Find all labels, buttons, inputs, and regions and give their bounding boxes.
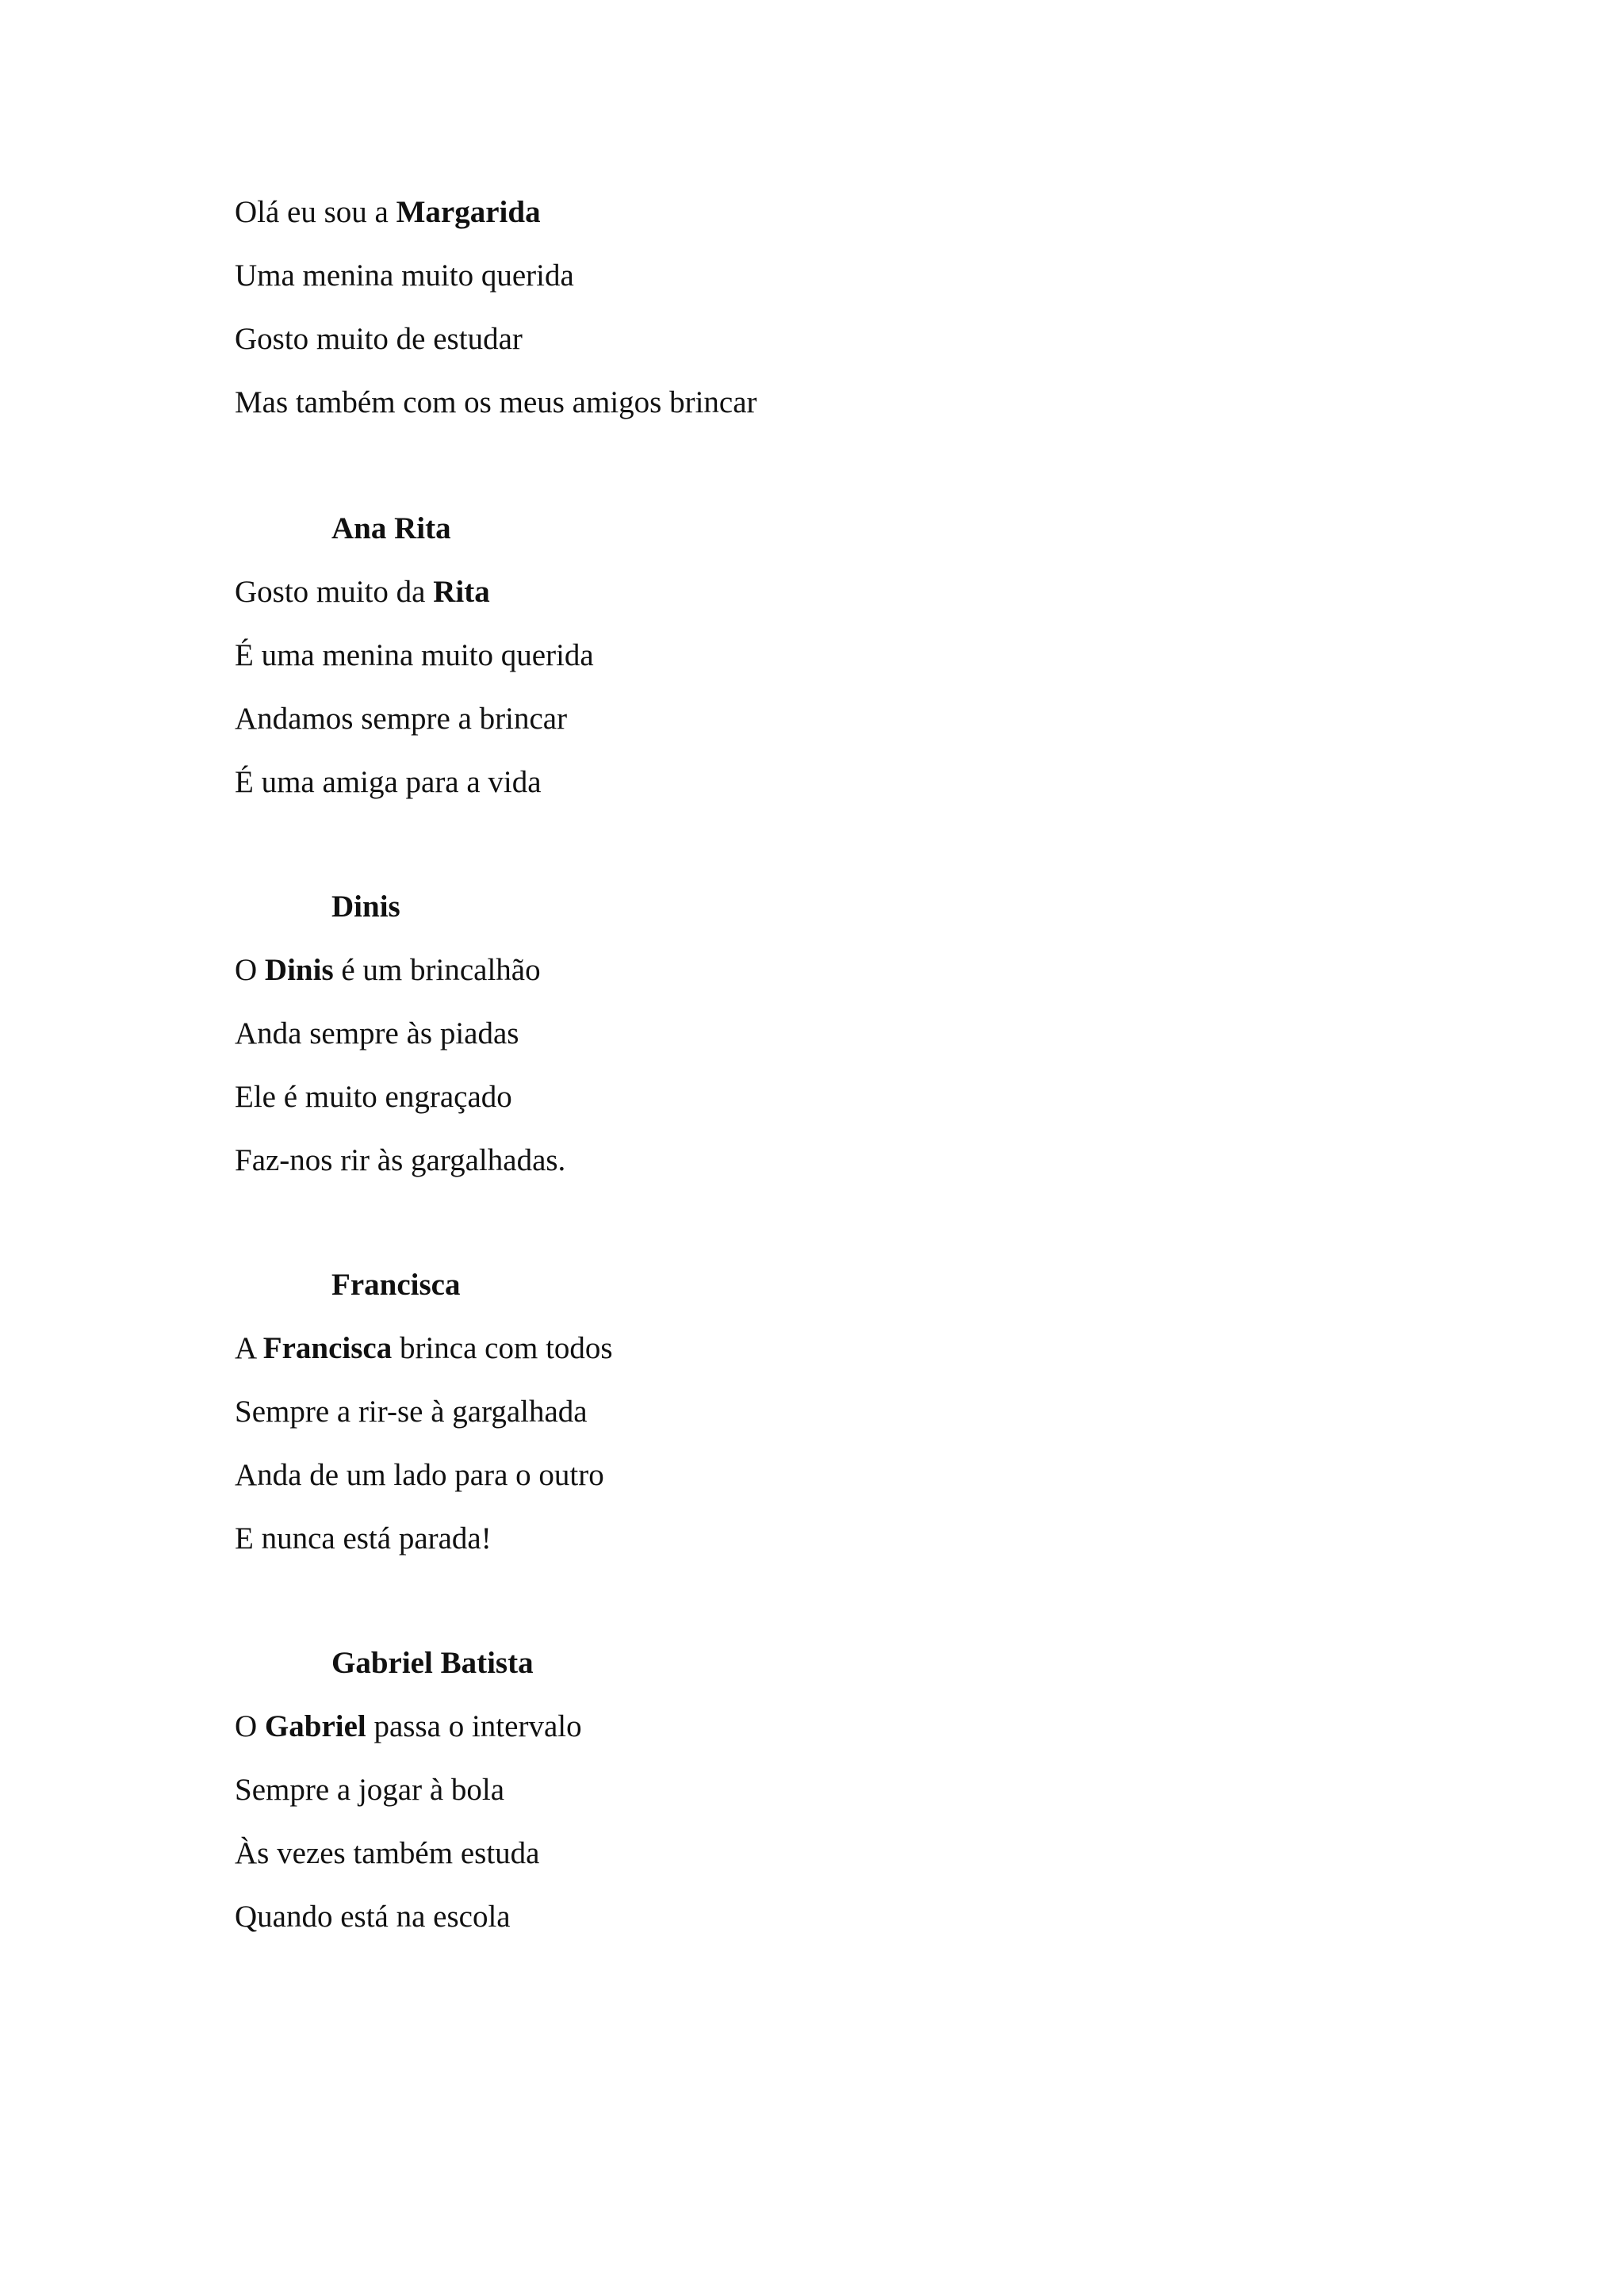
line-text: é um brincalhão [333,953,541,987]
poem-line [235,181,757,244]
line-text: O [235,953,265,987]
bold-name: Francisca [262,1331,393,1365]
bold-name: Rita [433,575,490,609]
poem-line [235,1317,613,1380]
poem-dinis [235,875,565,1192]
poem-line: Ele é muito engraçado [235,1080,512,1114]
poem-line: Mas também com os meus amigos brincar [235,385,757,419]
poem-line: Uma menina muito querida [235,258,574,293]
line-text: A [235,1331,263,1365]
line-text: O [235,1709,265,1743]
poem-line: E nunca está parada! [235,1521,492,1556]
poem-francisca [235,1253,613,1571]
poem-line [235,1695,582,1758]
poem-line [235,561,594,624]
poem-line: É uma menina muito querida [235,638,594,672]
poem-line: Anda sempre às piadas [235,1016,519,1050]
line-text: Gosto muito da [235,575,434,609]
poem-line [235,939,565,1002]
poem-line: Gosto muito de estudar [235,322,523,356]
poem-title: Francisca [331,1268,461,1302]
poem-title: Gabriel Batista [331,1646,534,1680]
poem-line: Faz-nos rir às gargalhadas. [235,1143,566,1177]
line-text: brinca com todos [392,1331,613,1365]
poem-line: Sempre a jogar à bola [235,1773,505,1807]
poem-line: Quando está na escola [235,1900,511,1934]
poem-title: Ana Rita [331,511,451,545]
poem-line: Anda de um lado para o outro [235,1458,604,1492]
poem-line: É uma amiga para a vida [235,765,542,799]
line-text: passa o intervalo [366,1709,582,1743]
poem-title: Dinis [331,890,400,924]
line-text: Olá eu sou a [235,195,396,229]
poem-line: Andamos sempre a brincar [235,702,568,736]
poem-ana-rita [235,497,594,814]
poem-gabriel-batista [235,1632,582,1949]
poem-margarida [235,181,757,434]
poem-line: Sempre a rir-se à gargalhada [235,1395,588,1429]
poem-line: Às vezes também estuda [235,1836,540,1870]
bold-name: Gabriel [264,1709,366,1743]
bold-name: Dinis [264,953,334,987]
bold-name: Margarida [396,195,541,229]
